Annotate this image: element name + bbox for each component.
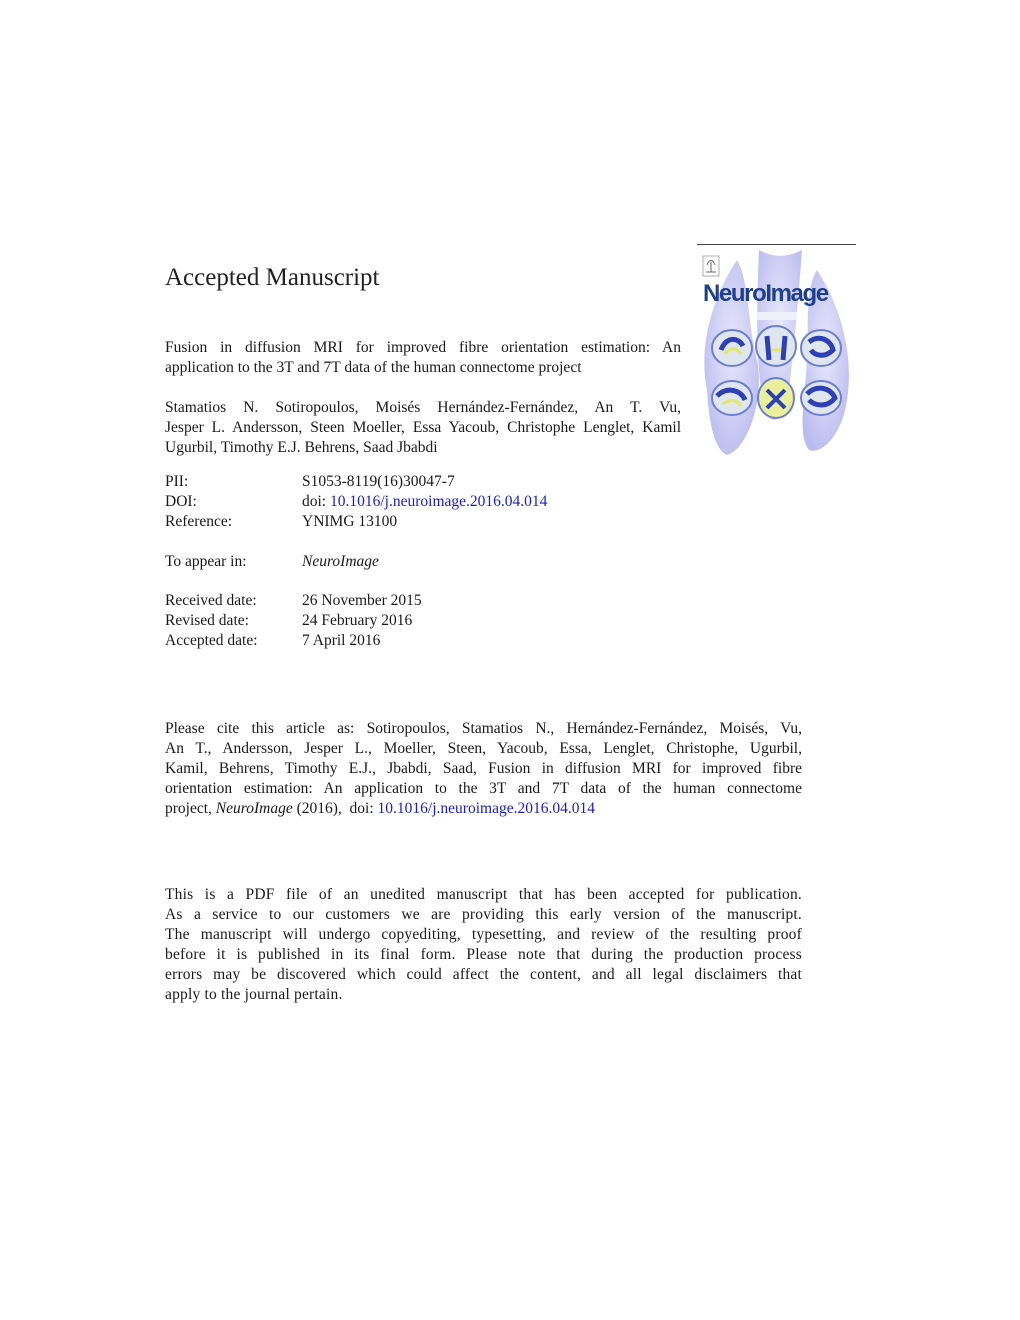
citation-block (165, 719, 802, 819)
citation-line: Kamil, Behrens, Timothy E.J., Jbabdi, Saad, Fusion in diffusion MRI for improved fibre (165, 760, 802, 777)
doi-link[interactable]: 10.1016/j.neuroimage.2016.04.014 (330, 493, 548, 510)
pii-value: S1053-8119(16)30047-7 (302, 473, 455, 490)
cover-journal-title: NeuroImage (703, 280, 828, 307)
revised-value: 24 February 2016 (302, 612, 413, 629)
appear-value: NeuroImage (302, 553, 379, 570)
notice-line: As a service to our customers we are providing this early version of the manuscript. (165, 906, 802, 923)
cover-top-rule (697, 244, 856, 245)
citation-doi-link[interactable]: 10.1016/j.neuroimage.2016.04.014 (377, 800, 595, 817)
citation-line: orientation estimation: An application to the 3T and 7T data of the human connectome (165, 780, 802, 797)
received-value: 26 November 2015 (302, 592, 422, 609)
author-list (165, 398, 681, 458)
doi-value-wrap (302, 492, 547, 512)
accepted-label: Accepted date: (165, 632, 258, 649)
brain-slice-5 (758, 378, 794, 418)
author-line: Jesper L. Andersson, Steen Moeller, Essa Yacoub, Christophe Lenglet, Kamil (165, 419, 681, 436)
received-label: Received date: (165, 592, 257, 609)
notice-line: errors may be discovered which could affect the content, and all legal disclaimers that (165, 966, 802, 983)
notice-line: before it is published in its final form. Please note that during the production process (165, 946, 802, 963)
cover-subtitle-strip (757, 312, 797, 320)
article-title (165, 338, 681, 378)
journal-cover (697, 244, 856, 460)
brain-slice-3 (801, 330, 841, 366)
citation-doi-prefix: doi: (349, 800, 374, 817)
reference-label: Reference: (165, 513, 233, 530)
citation-journal: NeuroImage (215, 800, 293, 817)
notice-line: The manuscript will undergo copyediting, typesetting, and review of the resulting proof (165, 926, 802, 943)
citation-line: An T., Andersson, Jesper L., Moeller, Steen, Yacoub, Essa, Lenglet, Christophe, Ugurbil, (165, 740, 802, 757)
revised-label: Revised date: (165, 612, 249, 629)
page-heading: Accepted Manuscript (165, 264, 380, 291)
author-line: Ugurbil, Timothy E.J. Behrens, Saad Jbabdi (165, 439, 438, 456)
article-title-line: application to the 3T and 7T data of the human connectome project (165, 359, 582, 376)
notice-line: This is a PDF file of an unedited manuscript that has been accepted for publication. (165, 886, 802, 903)
author-line: Stamatios N. Sotiropoulos, Moisés Hernández-Fernández, An T. Vu, (165, 399, 681, 416)
pii-label: PII: (165, 473, 189, 490)
appear-label: To appear in: (165, 553, 247, 570)
citation-last-line (165, 799, 802, 819)
citation-line: Please cite this article as: Sotiropoulos, Stamatios N., Hernández-Fernández, Moisés, Vu, (165, 720, 802, 737)
doi-prefix: doi: (302, 493, 327, 510)
article-title-line: Fusion in diffusion MRI for improved fibre orientation estimation: An (165, 339, 681, 356)
accepted-value: 7 April 2016 (302, 632, 381, 649)
reference-value: YNIMG 13100 (302, 513, 398, 530)
notice-line: apply to the journal pertain. (165, 986, 343, 1003)
brain-slice-2 (756, 326, 796, 366)
citation-project: project, (165, 800, 212, 817)
disclaimer-notice (165, 885, 802, 1005)
doi-label: DOI: (165, 493, 197, 510)
brain-slice-1 (712, 330, 752, 366)
brain-slice-6 (801, 381, 841, 415)
citation-year: (2016), (296, 800, 342, 817)
brain-slice-4 (712, 381, 752, 415)
